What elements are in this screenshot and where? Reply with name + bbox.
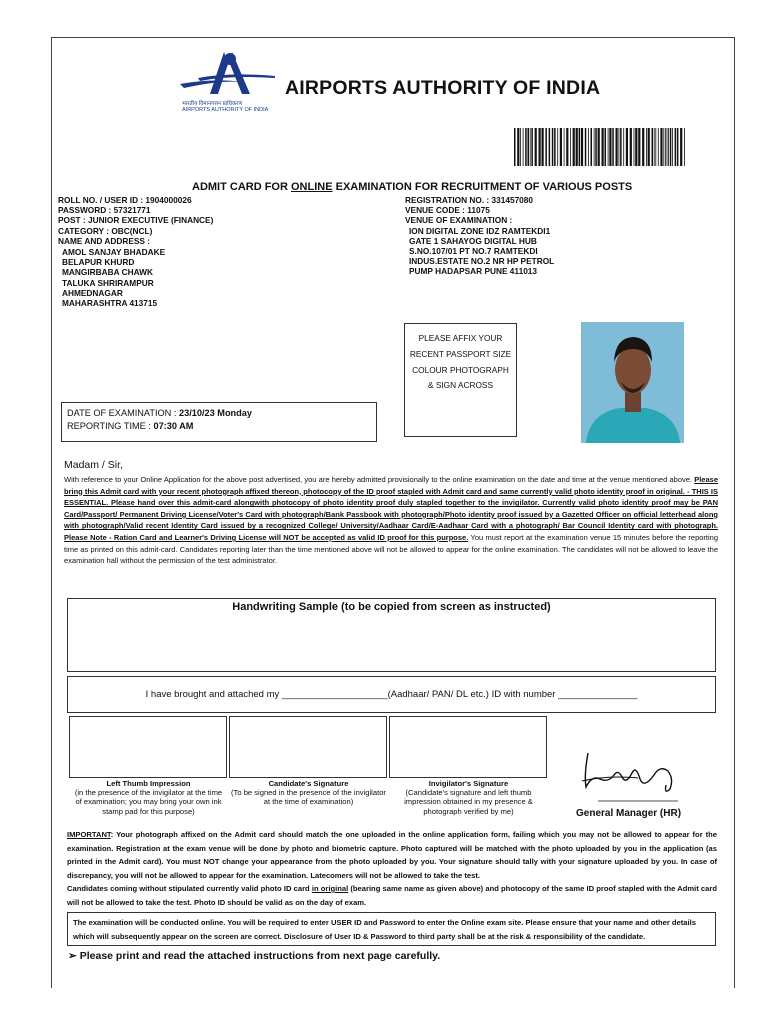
barcode-bar [523,128,524,166]
roll-no: ROLL NO. / USER ID : 1904000026 [58,195,192,205]
barcode-bar [642,128,644,166]
barcode-bar [564,128,565,166]
org-title: AIRPORTS AUTHORITY OF INDIA [285,77,601,99]
barcode-bar [605,128,607,166]
venue-code: VENUE CODE : 11075 [405,205,490,216]
registration-no: REGISTRATION NO. : 331457080 [405,195,534,205]
photo-affix-box: PLEASE AFFIX YOUR RECENT PASSPORT SIZE COLOUR PHOTOGRAPH & SIGN ACROSS [404,323,517,437]
barcode-bar [652,128,654,166]
barcode-bar [609,128,611,166]
address-line: AHMEDNAGAR [62,287,123,298]
important-notice: IMPORTANT: Your photograph affixed on the Admit card should match the one uploaded in the online application form, failing which you may not be allowed to appear for the examination. Registration at the exam venue will be done by photo and biometric capture. Photo captured will be matched with the photo uploaded by you in the application (as printed in the Admit card). You must NOT change your appearance from the photo uploaded by you. Your signature should tally with your signature uploaded by you. In case of discrepancy, you will not be allowed to appear for the examination. Latecomers will not be allowed to take the test. Candidates coming without stipulated currently valid photo ID card in original (bearing same name as given above) and photocopy of the same ID proof stapled with the Admit card will not be allowed to take the test. Photo ID should be valid as on the day of exam. [67,830,717,907]
name-address-label: NAME AND ADDRESS : [58,235,151,246]
candidate-details [58,195,358,308]
venue-line: GATE 1 SAHAYOG DIGITAL HUB [409,235,537,246]
barcode-bar [585,128,587,166]
venue-line: ION DIGITAL ZONE IDZ RAMTEKDI1 [409,225,551,236]
barcode-bar [616,128,618,166]
barcode-bar [634,128,635,166]
barcode-bar [549,128,551,166]
barcode-bar [619,128,620,166]
venue-label: VENUE OF EXAMINATION : [405,215,513,226]
barcode-bar [658,128,659,166]
barcode-bar [667,128,668,166]
gm-signature [578,745,686,805]
exam-date: 23/10/23 Monday [178,408,252,418]
barcode-bar [655,128,656,166]
venue-line: PUMP HADAPSAR PUNE 411013 [409,266,538,277]
barcode-bar [598,128,600,166]
barcode-bar [539,128,541,166]
barcode-bar [531,128,533,166]
reporting-time: 07:30 AM [153,421,194,431]
barcode [514,128,686,166]
invigilator-signature-caption: Invigilator's Signature (Candidate's signature and left thumb impression obtained in my presence & photograph verified by me) [404,779,533,816]
barcode-bar [545,128,547,166]
salutation: Madam / Sir, [64,459,123,471]
barcode-bar [623,128,624,166]
barcode-bar [520,128,521,166]
id-statement: I have brought and attached my ____________________(Aadhaar/ PAN/ DL etc.) ID with number _______________ [145,689,638,700]
barcode-bar [680,128,682,166]
barcode-bar [648,128,650,166]
barcode-bar [581,128,583,166]
barcode-bar [525,128,527,166]
password: PASSWORD : 57321771 [58,205,151,216]
barcode-bar [677,128,679,166]
barcode-bar [554,128,556,166]
barcode-bar [602,128,604,166]
barcode-bar [646,128,647,166]
barcode-bar [591,128,593,166]
thumb-caption: Left Thumb Impression (in the presence of the invigilator at the time of examination; you may bring your own ink stamp pad for this purpose) [74,779,223,816]
barcode-bar [517,128,519,166]
barcode-bar [576,128,578,166]
barcode-bar [626,128,628,166]
candidate-signature-caption: Candidate's Signature (To be signed in the presence of the invigilator at the time of examination) [231,779,386,807]
address-line: AMOL SANJAY BHADAKE [62,247,166,258]
barcode-bar [620,128,622,166]
handwriting-title: Handwriting Sample (to be copied from screen as instructed) [232,601,551,613]
address-line: BELAPUR KHURD [62,257,135,268]
id-statement-box [67,676,716,713]
barcode-bar [684,128,685,166]
barcode-bar [660,128,662,166]
venue-line: S.NO.107/01 PT NO.7 RAMTEKDI [409,246,538,257]
barcode-bar [528,128,530,166]
barcode-bar [638,128,640,166]
print-instructions-note: ➢ Please print and read the attached instructions from next page carefully. [68,950,441,962]
barcode-bar [566,128,568,166]
handwriting-sample-box [67,598,716,672]
instructions-paragraph: With reference to your Online Application for the above post advertised, you are hereby admitted provisionally to the online examination on the date and time at the venue mentioned above. Please bring this Admit card with your recent photograph affixed thereon, photocopy of the ID proof stapled with Admit card and same currently valid photo identity proof in original. - THIS IS ESSENTIAL. Please hand over this admit-card alongwith photocopy of photo identity proof duly stapled together to the invigilator. Currently valid photo identity proof may be PAN Card/Passport/ Permanent Driving License/Voter's Card with photograph/Bank Passbook with photograph/Photo identity proof issued by a Gazetted Officer on official letterhead along with photograph/Valid recent Identity Card issued by a recognized College/ University/Aadhaar Card/E-Aadhaar Card with a photograph/ Bar Council Identity card with photograph. Please Note - Ration Card and Learner's Driving License will NOT be accepted as valid ID proof for this purpose. You must report at the examination venue 15 minutes before the reporting time as printed on this admit-card. Candidates reporting later than the time mentioned above will not be allowed to appear for the online examination. The candidates will not be allowed to leave the examination hall without the permission of the test administrator. [64,475,719,566]
barcode-bar [654,128,655,166]
post: POST : JUNIOR EXECUTIVE (FINANCE) [58,215,214,226]
category: CATEGORY : OBC(NCL) [58,225,153,236]
barcode-bar [630,128,632,166]
barcode-bar [514,128,516,166]
barcode-bar [608,128,609,166]
admit-card-title: ADMIT CARD FOR ONLINE EXAMINATION FOR RECRUITMENT OF VARIOUS POSTS [192,181,633,193]
venue-details [405,195,705,277]
barcode-bar [665,128,666,166]
address-line: MANGIRBABA CHAWK [62,267,153,278]
address-line: TALUKA SHRIRAMPUR [62,277,154,288]
online-exam-notice: The examination will be conducted online. You will be required to enter USER ID and Password to enter the Online exam site. Please ensure that your name and other details which will subsequently appear on the screen are correct. Disclosure of User ID & Password to third party shall be at the risk & responsibility of the candidate. [67,912,716,946]
barcode-bar [595,128,597,166]
barcode-bar [672,128,673,166]
exam-schedule-box: DATE OF EXAMINATION : 23/10/23 Monday REPORTING TIME : 07:30 AM [61,402,377,442]
logo-caption: भारतीय विमानपत्तन प्राधिकरण AIRPORTS AUTHORITY OF INDIA [182,101,269,113]
barcode-bar [675,128,677,166]
invigilator-signature-box [389,716,547,778]
arrow-icon: ➢ [68,950,77,962]
barcode-bar [612,128,614,166]
address-line: MAHARASHTRA 413715 [62,298,158,309]
gm-label: General Manager (HR) [576,808,682,819]
candidate-photo [581,322,684,443]
barcode-bar [588,128,589,166]
candidate-signature-box [229,716,387,778]
barcode-bar [663,128,664,166]
barcode-bar [570,128,571,166]
barcode-bar [542,128,544,166]
thumb-impression-box [69,716,227,778]
venue-line: INDUS.ESTATE NO.2 NR HP PETROL [409,256,555,267]
barcode-bar [594,128,595,166]
barcode-bar [557,128,558,166]
barcode-bar [670,128,672,166]
barcode-bar [668,128,669,166]
barcode-bar [635,128,637,166]
barcode-bar [530,128,531,166]
barcode-bar [560,128,562,166]
barcode-bar [535,128,537,166]
barcode-bar [573,128,575,166]
barcode-bar [579,128,581,166]
barcode-bar [552,128,554,166]
